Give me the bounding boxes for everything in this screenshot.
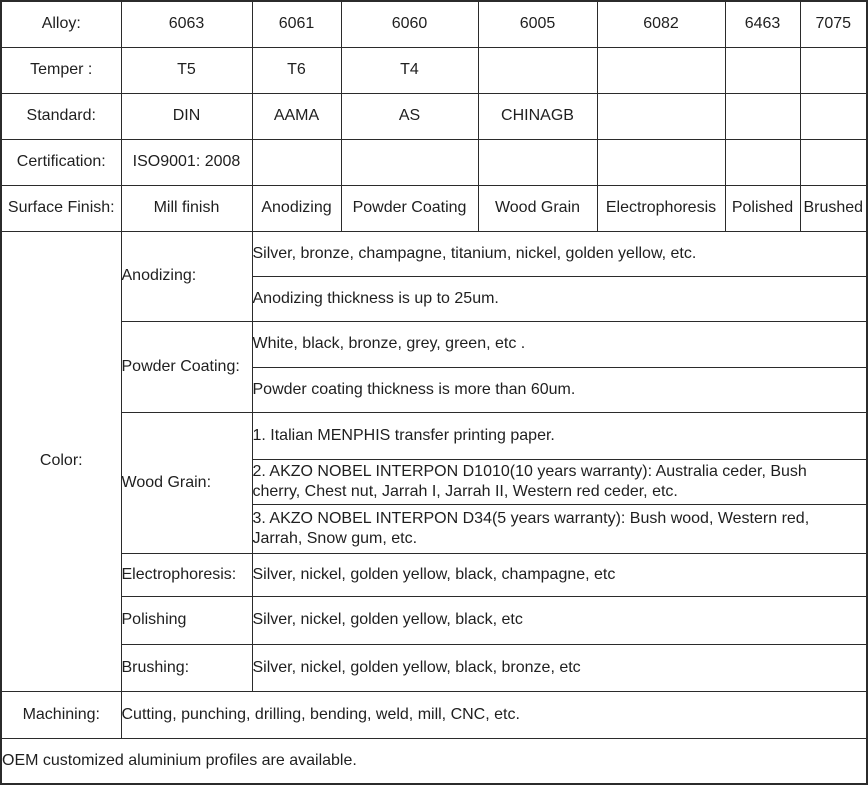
alloy-value-3: 6060 (341, 1, 478, 47)
machining-value: Cutting, punching, drilling, bending, weld, mill, CNC, etc. (121, 691, 867, 738)
standard-value-5 (597, 93, 725, 139)
row-surface-finish (1, 185, 867, 231)
color-wood-grain-item-3 (252, 504, 867, 553)
alloy-value-7: 7075 (800, 1, 867, 47)
oem-note: OEM customized aluminium profiles are available. (1, 738, 867, 784)
wood-grain-item-2-line-1: 2. AKZO NOBEL INTERPON D1010(10 years warranty): Australia ceder, Bush (252, 462, 807, 480)
color-wood-grain-item-1 (252, 412, 867, 459)
color-powder-coating-thickness: Powder coating thickness is more than 60um. (252, 367, 867, 412)
color-anodizing-label: Anodizing: (121, 231, 252, 321)
wood-grain-item-3-line-2: Jarrah, Snow gum, etc. (252, 529, 418, 547)
alloy-value-6: 6463 (725, 1, 800, 47)
surface-finish-value-5: Electrophoresis (597, 185, 725, 231)
standard-value-7 (800, 93, 867, 139)
temper-value-7 (800, 47, 867, 93)
certification-value-4 (478, 139, 597, 185)
color-anodizing-thickness: Anodizing thickness is up to 25um. (252, 276, 867, 321)
certification-value-3 (341, 139, 478, 185)
certification-value-1: ISO9001: 2008 (121, 139, 252, 185)
row-color-polishing (1, 596, 867, 644)
row-alloy (1, 1, 867, 47)
row-temper (1, 47, 867, 93)
color-anodizing-colors: Silver, bronze, champagne, titanium, nickel, golden yellow, etc. (252, 231, 867, 276)
standard-value-4: CHINAGB (478, 93, 597, 139)
surface-finish-label: Surface Finish: (1, 185, 121, 231)
alloy-label: Alloy: (1, 1, 121, 47)
alloy-value-4: 6005 (478, 1, 597, 47)
color-polishing-value: Silver, nickel, golden yellow, black, etc (252, 596, 867, 644)
row-machining (1, 691, 867, 738)
row-color-powder-1 (1, 321, 867, 367)
color-powder-coating-colors: White, black, bronze, grey, green, etc . (252, 321, 867, 367)
wood-grain-item-3-line-1: 3. AKZO NOBEL INTERPON D34(5 years warranty): Bush wood, Western red, (252, 509, 810, 527)
wood-grain-item-2-line-2: cherry, Chest nut, Jarrah I, Jarrah II, Western red ceder, etc. (252, 482, 678, 500)
wood-grain-item-1-line-1: 1. Italian MENPHIS transfer printing paper. (252, 426, 555, 444)
standard-value-3: AS (341, 93, 478, 139)
row-color-wood-grain-1 (1, 412, 867, 459)
certification-value-2 (252, 139, 341, 185)
color-brushing-value: Silver, nickel, golden yellow, black, bronze, etc (252, 644, 867, 691)
surface-finish-value-3: Powder Coating (341, 185, 478, 231)
certification-label: Certification: (1, 139, 121, 185)
color-label: Color: (1, 231, 121, 691)
row-color-electrophoresis (1, 553, 867, 596)
surface-finish-value-1: Mill finish (121, 185, 252, 231)
color-electrophoresis-label: Electrophoresis: (121, 553, 252, 596)
certification-value-5 (597, 139, 725, 185)
temper-value-1: T5 (121, 47, 252, 93)
surface-finish-value-6: Polished (725, 185, 800, 231)
machining-label: Machining: (1, 691, 121, 738)
row-oem-note (1, 738, 867, 784)
color-brushing-label: Brushing: (121, 644, 252, 691)
row-color-anodizing-1 (1, 231, 867, 276)
temper-label: Temper : (1, 47, 121, 93)
alloy-value-1: 6063 (121, 1, 252, 47)
color-wood-grain-item-2 (252, 459, 867, 504)
alloy-value-2: 6061 (252, 1, 341, 47)
surface-finish-value-4: Wood Grain (478, 185, 597, 231)
alloy-value-5: 6082 (597, 1, 725, 47)
temper-value-2: T6 (252, 47, 341, 93)
color-electrophoresis-value: Silver, nickel, golden yellow, black, champagne, etc (252, 553, 867, 596)
color-wood-grain-label: Wood Grain: (121, 412, 252, 553)
temper-value-3: T4 (341, 47, 478, 93)
surface-finish-value-7: Brushed (800, 185, 867, 231)
color-powder-coating-label: Powder Coating: (121, 321, 252, 412)
standard-value-1: DIN (121, 93, 252, 139)
temper-value-4 (478, 47, 597, 93)
standard-label: Standard: (1, 93, 121, 139)
surface-finish-value-2: Anodizing (252, 185, 341, 231)
temper-value-5 (597, 47, 725, 93)
color-polishing-label: Polishing (121, 596, 252, 644)
certification-value-6 (725, 139, 800, 185)
row-color-brushing (1, 644, 867, 691)
row-standard (1, 93, 867, 139)
standard-value-2: AAMA (252, 93, 341, 139)
standard-value-6 (725, 93, 800, 139)
row-certification (1, 139, 867, 185)
temper-value-6 (725, 47, 800, 93)
certification-value-7 (800, 139, 867, 185)
